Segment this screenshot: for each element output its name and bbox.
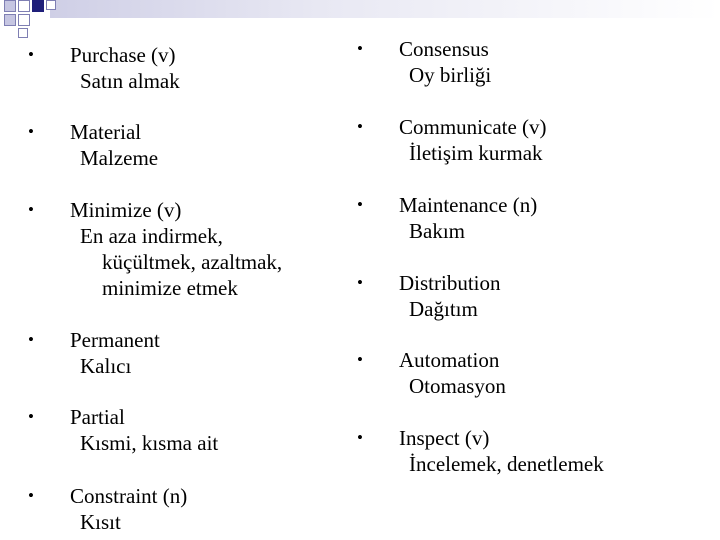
term: Inspect (v) bbox=[399, 426, 490, 450]
meaning: Otomasyon bbox=[409, 374, 506, 398]
meaning: Kalıcı bbox=[80, 354, 132, 378]
meaning: Oy birliği bbox=[409, 63, 492, 87]
term: Purchase (v) bbox=[70, 43, 176, 67]
bullet: • bbox=[28, 45, 34, 64]
term: Automation bbox=[399, 348, 500, 372]
meaning: İletişim kurmak bbox=[409, 141, 543, 165]
meaning-continued: minimize etmek bbox=[102, 276, 238, 300]
bullet: • bbox=[357, 195, 363, 214]
bullet: • bbox=[357, 39, 363, 58]
corner-decoration bbox=[0, 0, 60, 44]
term: Communicate (v) bbox=[399, 115, 547, 139]
meaning: Malzeme bbox=[80, 146, 159, 170]
meaning: Dağıtım bbox=[409, 297, 478, 321]
top-band bbox=[50, 0, 720, 18]
bullet: • bbox=[28, 330, 34, 349]
term: Partial bbox=[70, 405, 125, 429]
term: Material bbox=[70, 120, 142, 144]
meaning: Satın almak bbox=[80, 69, 180, 93]
meaning: Bakım bbox=[409, 219, 465, 243]
bullet: • bbox=[28, 486, 34, 505]
bullet: • bbox=[28, 122, 34, 141]
bullet: • bbox=[28, 407, 34, 426]
term: Distribution bbox=[399, 271, 501, 295]
meaning: En aza indirmek, bbox=[80, 224, 223, 248]
term: Constraint (n) bbox=[70, 484, 188, 508]
meaning: İncelemek, denetlemek bbox=[409, 452, 604, 476]
bullet: • bbox=[357, 273, 363, 292]
bullet: • bbox=[357, 350, 363, 369]
term: Maintenance (n) bbox=[399, 193, 538, 217]
meaning-continued: küçültmek, azaltmak, bbox=[102, 250, 283, 274]
term: Consensus bbox=[399, 37, 489, 61]
term: Minimize (v) bbox=[70, 198, 182, 222]
term: Permanent bbox=[70, 328, 160, 352]
bullet: • bbox=[357, 117, 363, 136]
meaning: Kısmi, kısma ait bbox=[80, 431, 219, 455]
meaning: Kısıt bbox=[80, 510, 121, 534]
bullet: • bbox=[28, 200, 34, 219]
bullet: • bbox=[357, 428, 363, 447]
